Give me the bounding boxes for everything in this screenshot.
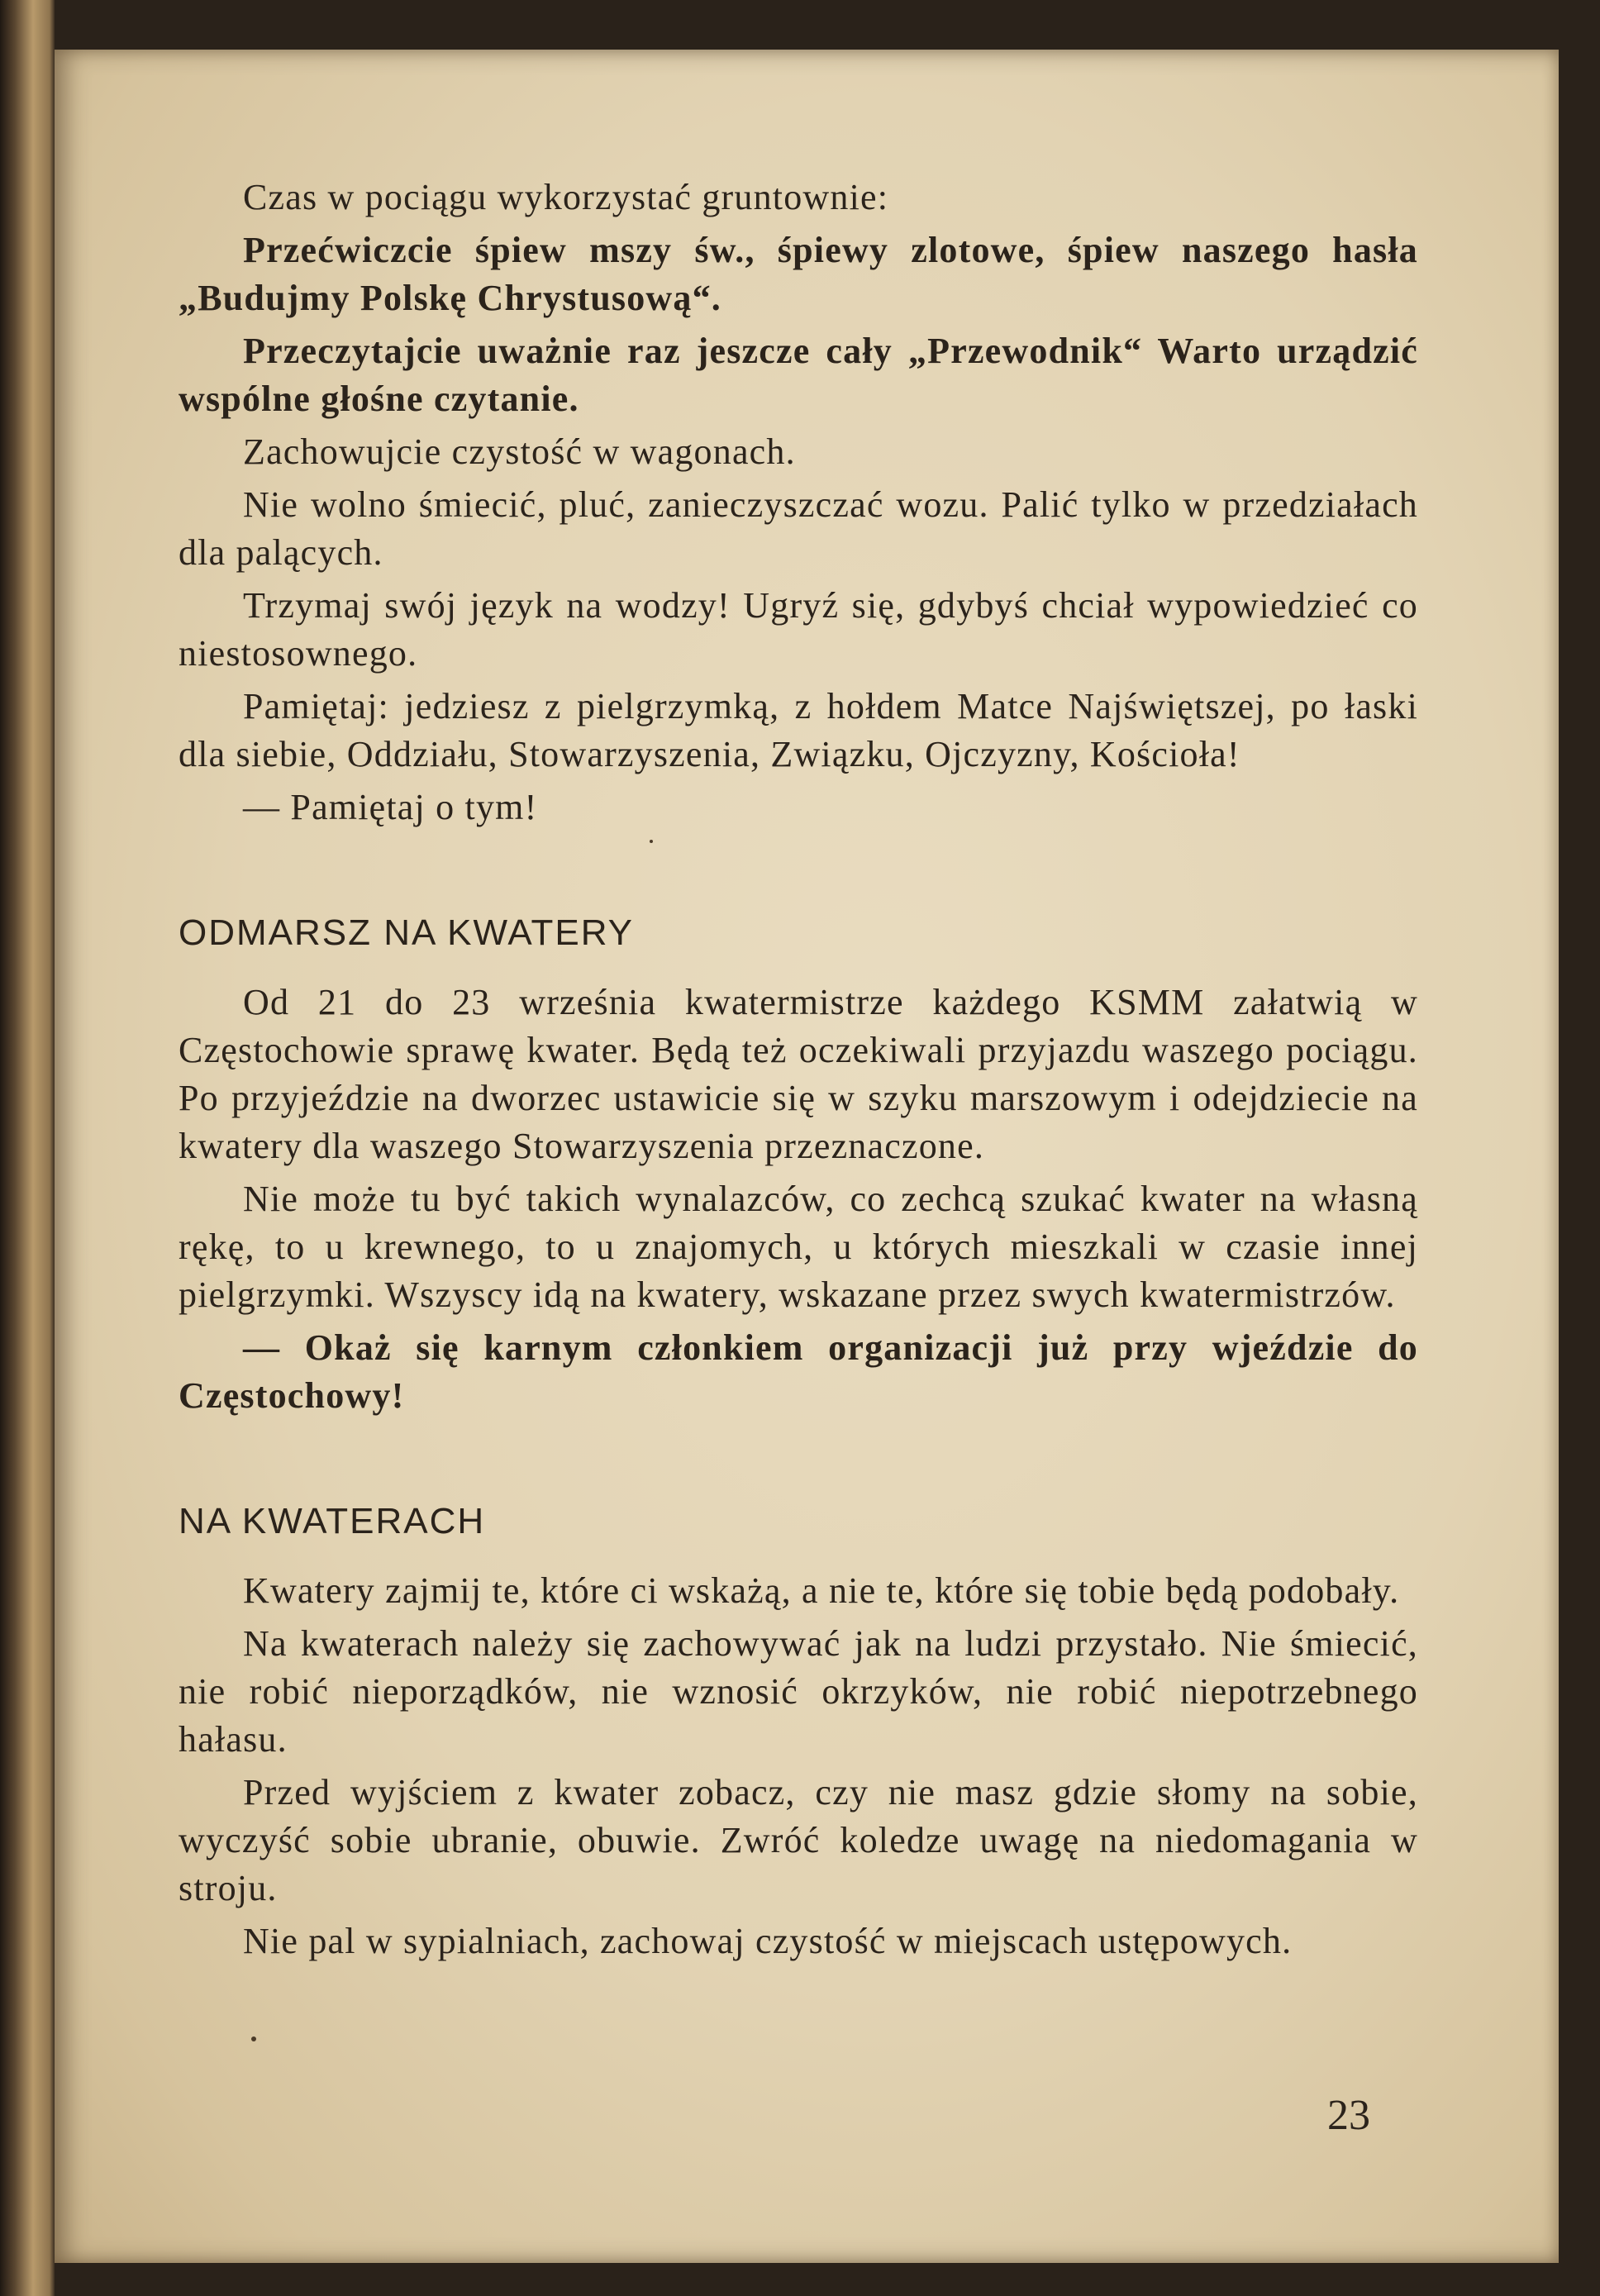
paragraph-dash: — Pamiętaj o tym! (243, 787, 538, 827)
page-number: 23 (1327, 2092, 1370, 2139)
paragraph: Trzymaj swój język na wodzy! Ugryź się, gdybyś chciał wypowiedzieć co niestosownego. (179, 585, 1418, 674)
paragraph: Pamiętaj: jedziesz z pielgrzymką, z hołdem Matce Najświętszej, po łaski dla siebie, Oddziału, Stowarzyszenia, Związku, Ojczyzny, Kościoła! (179, 686, 1418, 774)
paragraph-bold: Przećwiczcie śpiew mszy św., śpiewy zlotowe, śpiew naszego hasła „Budujmy Polskę Chrystusową“. (179, 230, 1418, 318)
previous-page-edge (0, 0, 55, 2296)
paper-speck (251, 2036, 256, 2041)
paragraph: Nie może tu być takich wynalazców, co zechcą szukać kwater na własną rękę, to u krewnego, to u znajomych, u których mieszkali w czasie innej pielgrzymki. Wszyscy idą na kwatery, wskazane przez swych kwatermistrzów. (179, 1179, 1418, 1315)
paragraph: Czas w pociągu wykorzystać gruntownie: (243, 177, 889, 217)
paragraph: Przed wyjściem z kwater zobacz, czy nie masz gdzie słomy na sobie, wyczyść sobie ubranie, obuwie. Zwróć koledze uwagę na niedomagania w stroju. (179, 1772, 1418, 1908)
paragraph: Zachowujcie czystość w wagonach. (243, 431, 796, 472)
paragraph: Kwatery zajmij te, które ci wskażą, a nie te, które się tobie będą podobały. (243, 1570, 1400, 1611)
paragraph: Na kwaterach należy się zachowywać jak na ludzi przystało. Nie śmiecić, nie robić nieporządków, nie wznosić okrzyków, nie robić niepotrzebnego hałasu. (179, 1623, 1418, 1760)
page-text (179, 174, 1418, 1970)
paragraph: Od 21 do 23 września kwatermistrze każdego KSMM załatwią w Częstochowie sprawę kwater. Będą też oczekiwali przyjazdu waszego pociągu. Po przyjeździe na dworzec ustawicie się w szyku marszowym i odejdziecie na kwatery dla waszego Stowarzyszenia przeznaczone. (179, 982, 1418, 1166)
paragraph: Nie pal w sypialniach, zachowaj czystość w miejscach ustępowych. (243, 1921, 1293, 1961)
paper-speck (650, 840, 653, 843)
book-page (55, 50, 1559, 2263)
paragraph: Nie wolno śmiecić, pluć, zanieczyszczać wozu. Palić tylko w przedziałach dla palących. (179, 484, 1418, 573)
section-heading-na-kwaterach: NA KWATERACH (179, 1501, 486, 1541)
section-heading-odmarsz: ODMARSZ NA KWATERY (179, 912, 635, 953)
paragraph-bold: Przeczytajcie uważnie raz jeszcze cały „Przewodnik“ Warto urządzić wspólne głośne czytanie. (179, 331, 1418, 419)
paragraph-closing-bold: — Okaż się karnym członkiem organizacji już przy wjeździe do Częstochowy! (179, 1327, 1418, 1416)
